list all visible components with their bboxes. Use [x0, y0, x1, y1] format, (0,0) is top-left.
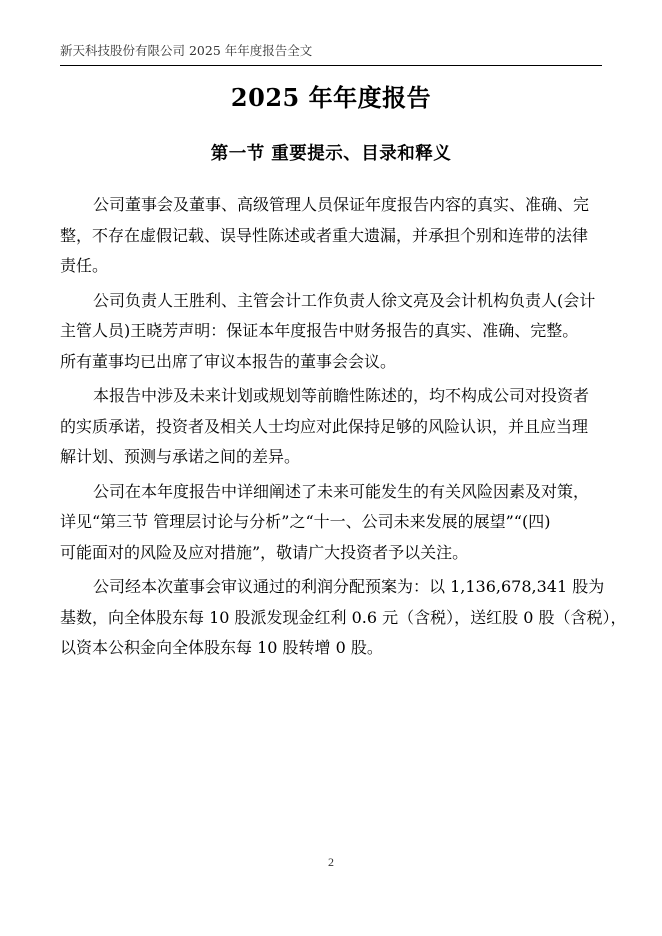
text-line: 基数，向全体股东每 10 股派发现金红利 0.6 元（含税），送红股 0 股（含税）， — [60, 607, 627, 627]
text-line: 公司经本次董事会审议通过的利润分配预案为：以 1,136,678,341 股为 — [93, 577, 605, 596]
text-line: 整，不存在虚假记载、误导性陈述或者重大遗漏，并承担个别和连带的法律 — [60, 225, 589, 245]
paragraph-responsible-persons — [60, 286, 610, 347]
text-line: 主管人员)王晓芳声明：保证本年度报告中财务报告的真实、准确、完整。 — [60, 321, 579, 340]
report-body — [60, 190, 627, 664]
text-line: 责任。 — [60, 256, 109, 275]
text-line: 解计划、预测与承诺之间的差异。 — [60, 447, 301, 466]
paragraph-board-guarantee — [60, 190, 610, 282]
page-number: 2 — [328, 855, 334, 869]
report-title: 2025 年年度报告 — [230, 83, 432, 112]
text-line: 公司在本年度报告中详细阐述了未来可能发生的有关风险因素及对策， — [93, 481, 590, 501]
paragraph-risk-factors — [60, 477, 610, 569]
text-line: 以资本公积金向全体股东每 10 股转增 0 股。 — [60, 638, 383, 657]
text-line: 的实质承诺，投资者及相关人士均应对此保持足够的风险认识，并且应当理 — [60, 416, 589, 436]
section-title: 第一节 重要提示、目录和释义 — [210, 144, 452, 164]
text-line: 公司负责人王胜利、主管会计工作负责人徐文亮及会计机构负责人(会计 — [93, 290, 596, 310]
paragraph-forward-looking — [60, 381, 610, 473]
text-line: 详见“第三节 管理层讨论与分析”之“十一、公司未来发展的展望”“(四) — [60, 512, 551, 531]
text-line: 本报告中涉及未来计划或规划等前瞻性陈述的，均不构成公司对投资者 — [93, 386, 590, 405]
paragraph-profit-distribution — [60, 572, 627, 664]
text-line: 可能面对的风险及应对措施”，敬请广大投资者予以关注。 — [60, 542, 469, 562]
running-header: 新天科技股份有限公司 2025 年年度报告全文 — [60, 43, 313, 58]
header-divider — [60, 65, 602, 66]
paragraph-attendance — [60, 347, 610, 378]
text-line: 公司董事会及董事、高级管理人员保证年度报告内容的真实、准确、完 — [93, 195, 590, 214]
text-line: 所有董事均已出席了审议本报告的董事会会议。 — [60, 351, 397, 371]
